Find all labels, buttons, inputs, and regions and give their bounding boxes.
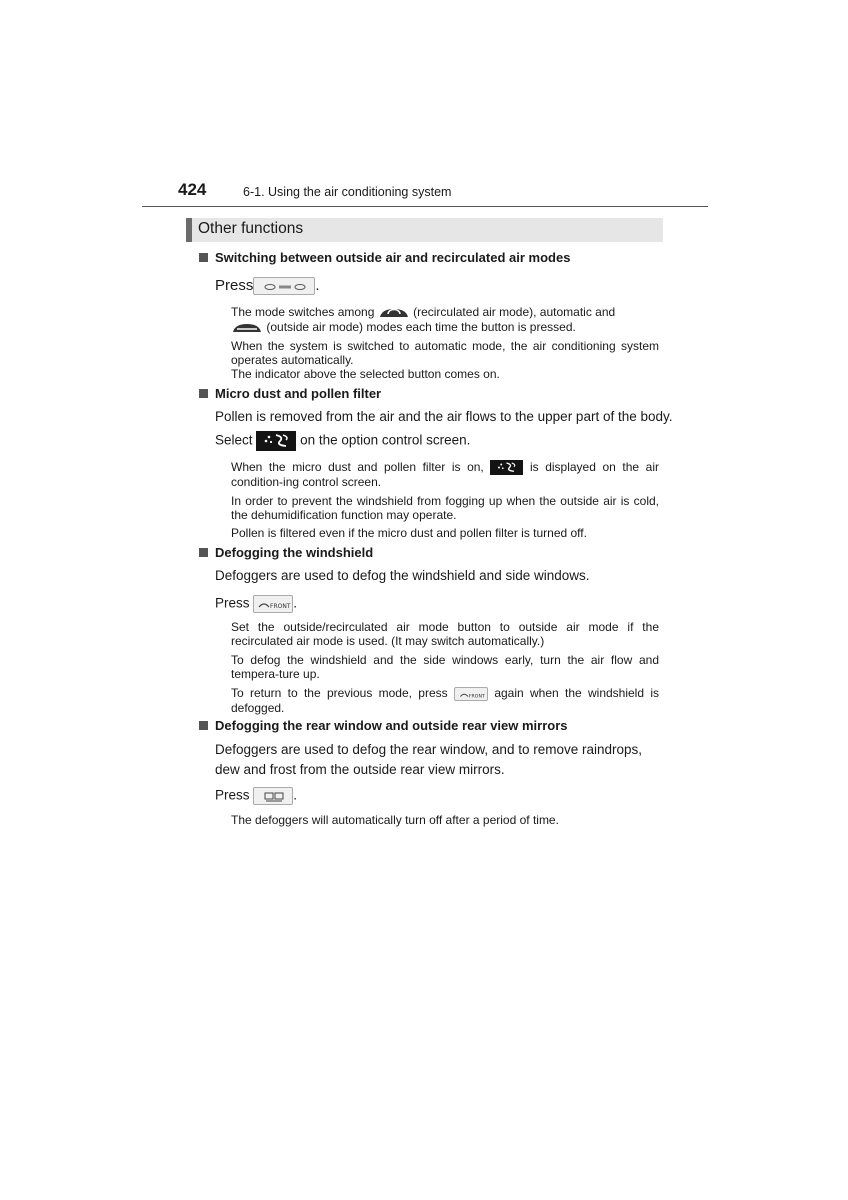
outside-air-icon [231, 321, 263, 335]
front-defogger-button-icon [454, 687, 488, 701]
pollen-filter-icon [256, 431, 296, 451]
air-mode-note-3: The indicator above the selected button comes on. [231, 367, 500, 381]
pollen-heading: Micro dust and pollen filter [199, 386, 381, 401]
rear-note-1: The defoggers will automatically turn off after a period of time. [231, 813, 559, 827]
windshield-press-line: Press FRONT . [215, 595, 297, 613]
windshield-note-2: To defog the windshield and the side windows early, turn the air flow and tempera-ture up. [231, 653, 659, 681]
rear-heading: Defogging the rear window and outside rear view mirrors [199, 718, 568, 733]
square-bullet-icon [199, 721, 208, 730]
square-bullet-icon [199, 253, 208, 262]
pollen-body: Pollen is removed from the air and the air flows to the upper part of the body. [215, 409, 673, 424]
rear-defogger-button-icon [253, 787, 293, 805]
windshield-body: Defoggers are used to defog the windshield and side windows. [215, 568, 590, 583]
recirculated-air-icon [378, 306, 410, 320]
air-mode-note-2: When the system is switched to automatic mode, the air conditioning system operates automatically. [231, 339, 659, 367]
windshield-note-3: To return to the previous mode, press FRONT again when the windshield is defogged. [231, 686, 659, 715]
windshield-heading: Defogging the windshield [199, 545, 373, 560]
windshield-note-1: Set the outside/recirculated air mode button to outside air mode if the recirculated air mode is used. (It may switch automatically.) [231, 620, 659, 648]
air-mode-button-icon [253, 277, 315, 295]
front-button-label: FRONT [270, 603, 291, 610]
section-label: 6-1. Using the air conditioning system [243, 185, 452, 199]
square-bullet-icon [199, 389, 208, 398]
section-title: Other functions [198, 220, 304, 237]
pollen-filter-indicator-icon [490, 460, 523, 475]
rear-press-line: Press . [215, 787, 297, 805]
square-bullet-icon [199, 548, 208, 557]
front-button-label: FRONT [468, 694, 485, 700]
header-rule [142, 206, 708, 207]
page-number: 424 [178, 180, 207, 199]
air-mode-heading: Switching between outside air and recirculated air modes [199, 250, 570, 265]
air-mode-note-1: The mode switches among (recirculated air mode), automatic and (outside air mode) modes each time the button is pressed. [231, 305, 616, 334]
pollen-note-1: When the micro dust and pollen filter is on, is displayed on the air condition-ing control screen. [231, 460, 660, 490]
front-defogger-button-icon [253, 595, 293, 613]
pollen-note-2: In order to prevent the windshield from fogging up when the outside air is cold, the dehumidification function may operate. [231, 494, 659, 522]
pollen-note-3: Pollen is filtered even if the micro dust and pollen filter is turned off. [231, 526, 587, 540]
section-title-bar [186, 218, 663, 242]
rear-body: Defoggers are used to defog the rear window, and to remove raindrops, dew and frost from the outside rear view mirrors. [215, 742, 643, 777]
air-mode-press-line: Press . [215, 277, 320, 294]
pollen-select-line: Select on the option control screen. [215, 431, 470, 451]
